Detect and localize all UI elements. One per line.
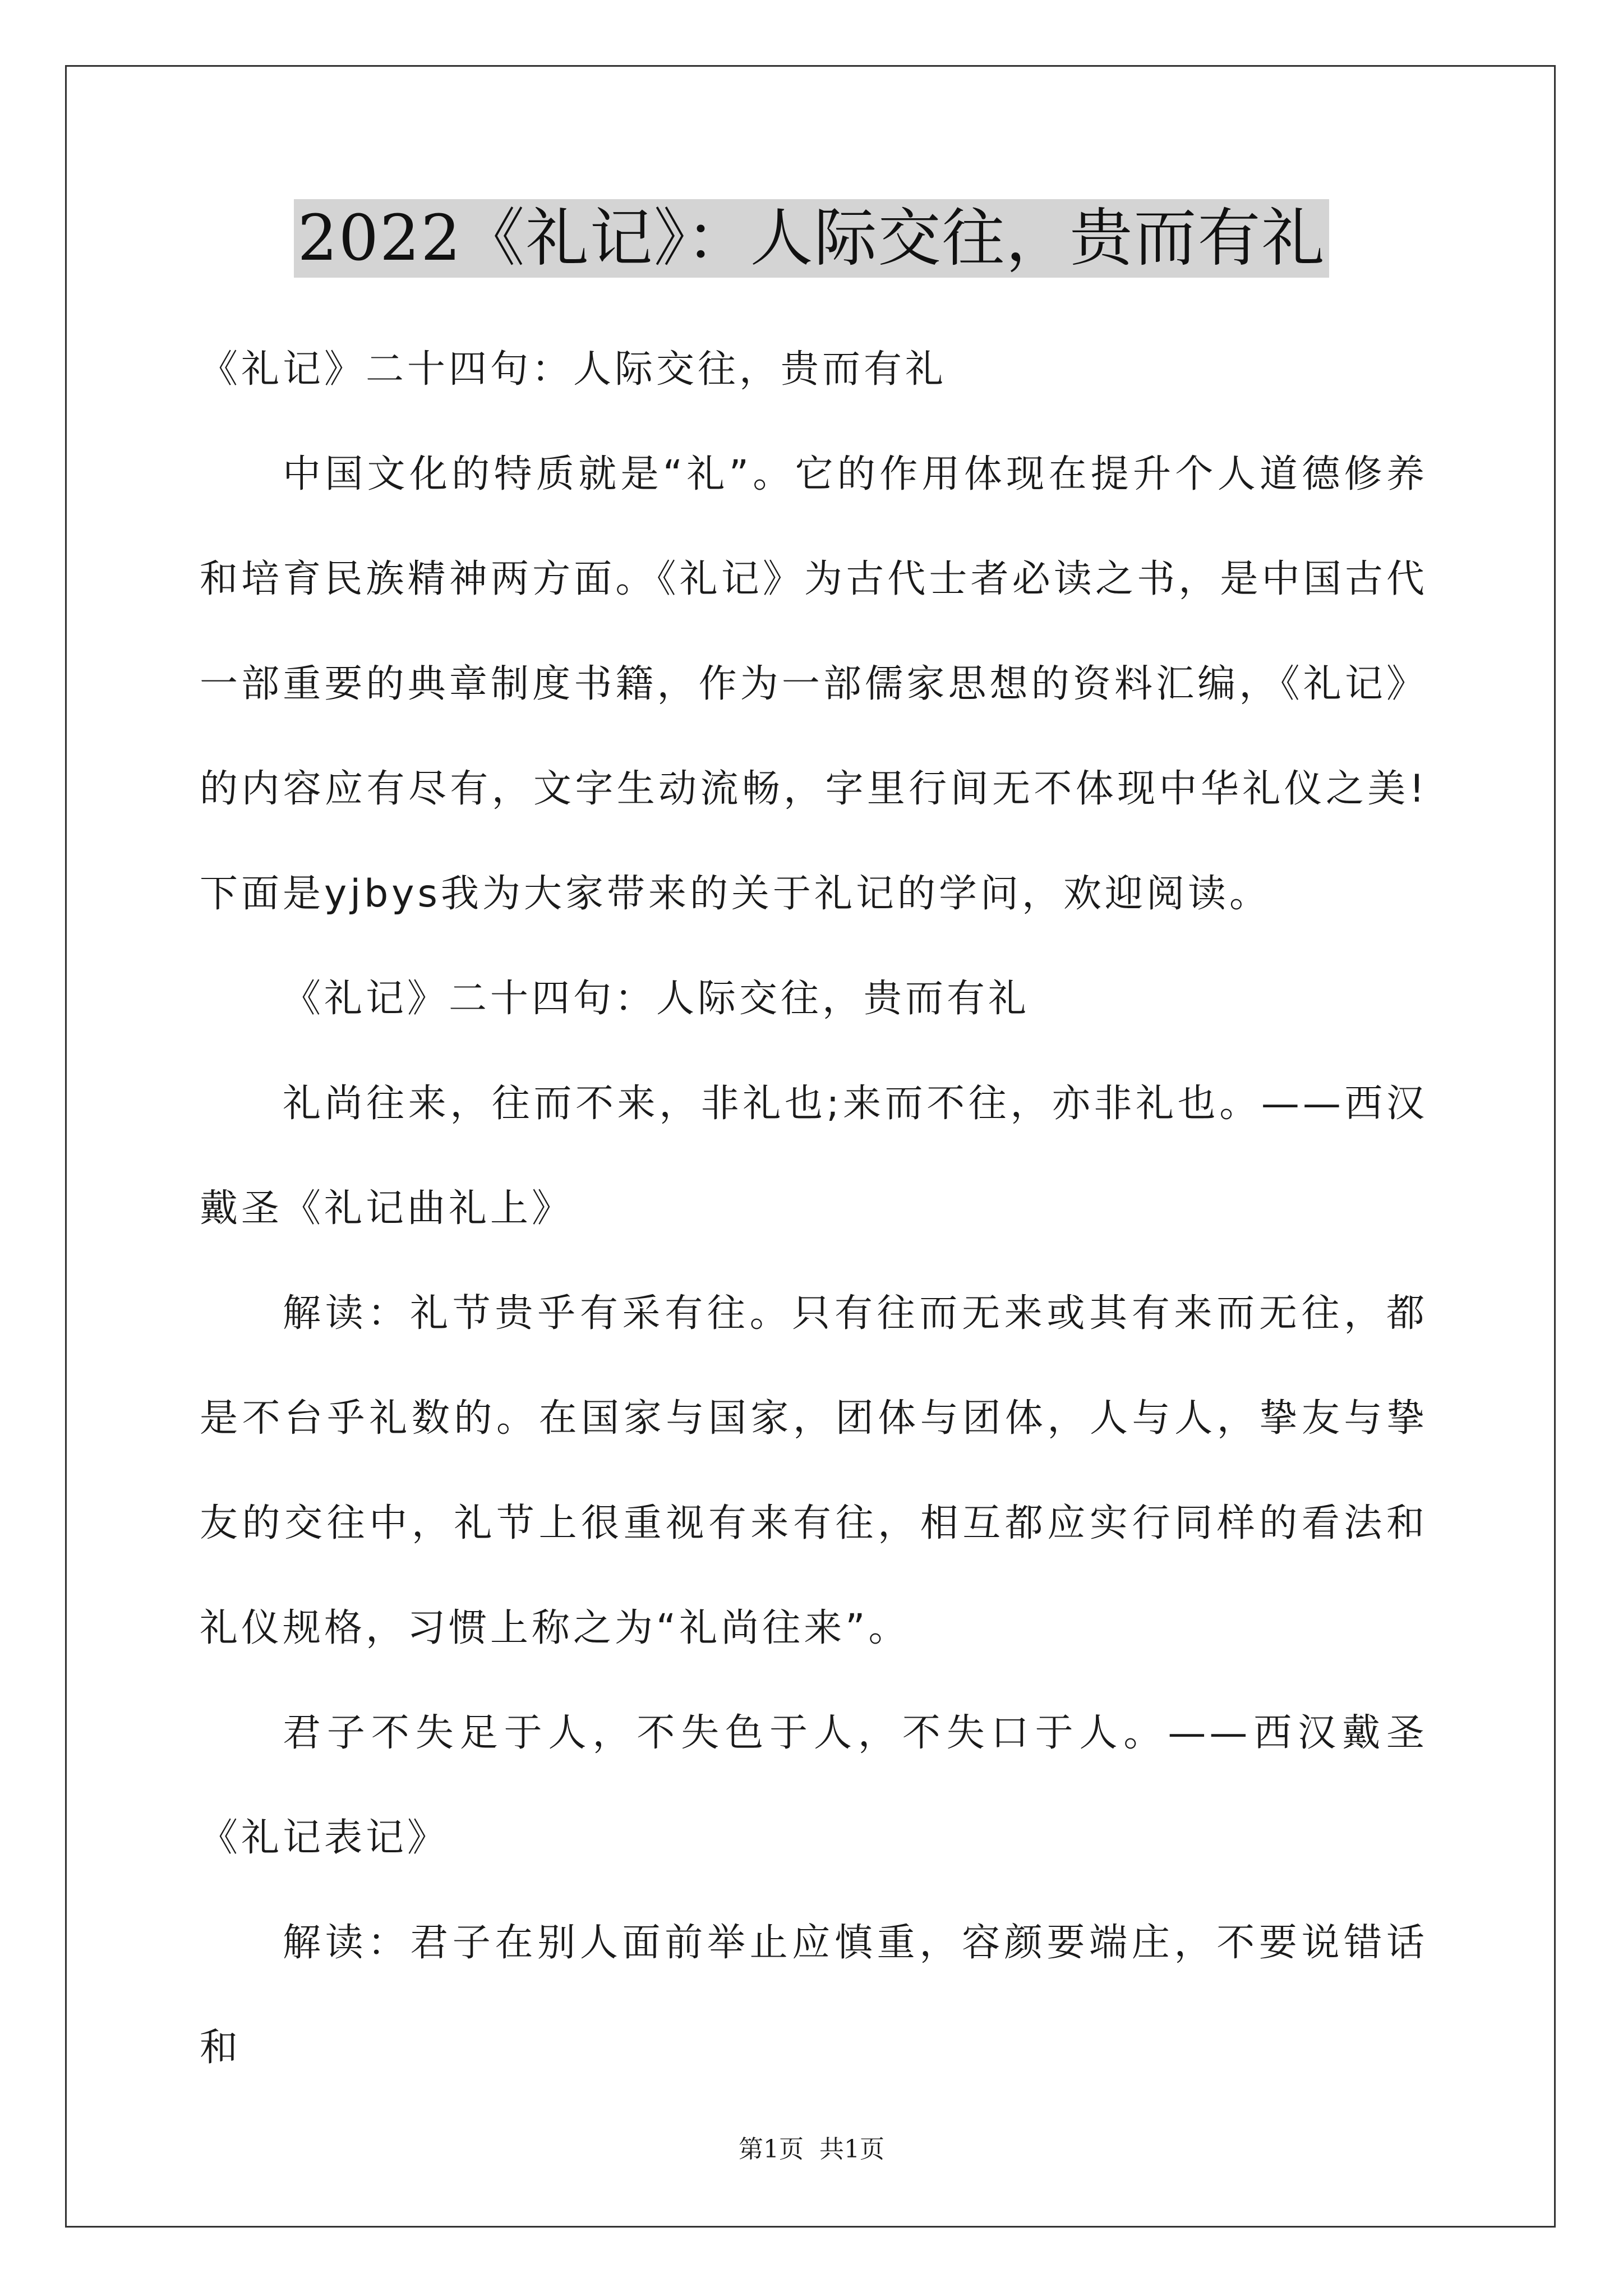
paragraph: 《礼记》二十四句：人际交往，贵而有礼 — [200, 347, 947, 392]
paragraph: 君子不失足于人，不失色于人，不失口于人。——西汉戴圣《礼记表记》 — [200, 1711, 1428, 1860]
page-number: 第1页 — [739, 2135, 804, 2164]
paragraph: 解读：君子在别人面前举止应慎重，容颜要端庄，不要说错话和 — [200, 1921, 1428, 2070]
paragraph: 中国文化的特质就是“礼”。它的作用体现在提升个人道德修养和培育民族精神两方面。《礼记》为古代士者必读之书，是中国古代一部重要的典章制度书籍，作为一部儒家思想的资料汇编，《礼记》的内容应有尽有，文字生动流畅，字里行间无不体现中华礼仪之美!下面是yjbys我为大家带来的关于礼记的学问，欢迎阅读。 — [200, 452, 1428, 916]
page-total: 共1页 — [819, 2135, 884, 2164]
document-title: 2022《礼记》：人际交往，贵而有礼 — [294, 199, 1329, 278]
title-container — [0, 199, 1623, 278]
document-body — [200, 317, 1428, 2100]
paragraph: 礼尚往来，往而不来，非礼也;来而不往，亦非礼也。——西汉戴圣《礼记曲礼上》 — [200, 1082, 1428, 1231]
paragraph: 《礼记》二十四句：人际交往，贵而有礼 — [283, 977, 1030, 1021]
page-footer — [0, 2129, 1623, 2165]
paragraph: 解读：礼节贵乎有采有往。只有往而无来或其有来而无往，都是不台乎礼数的。在国家与国家，团体与团体，人与人，挚友与挚友的交往中，礼节上很重视有来有往，相互都应实行同样的看法和礼仪规格，习惯上称之为“礼尚往来”。 — [200, 1291, 1428, 1650]
